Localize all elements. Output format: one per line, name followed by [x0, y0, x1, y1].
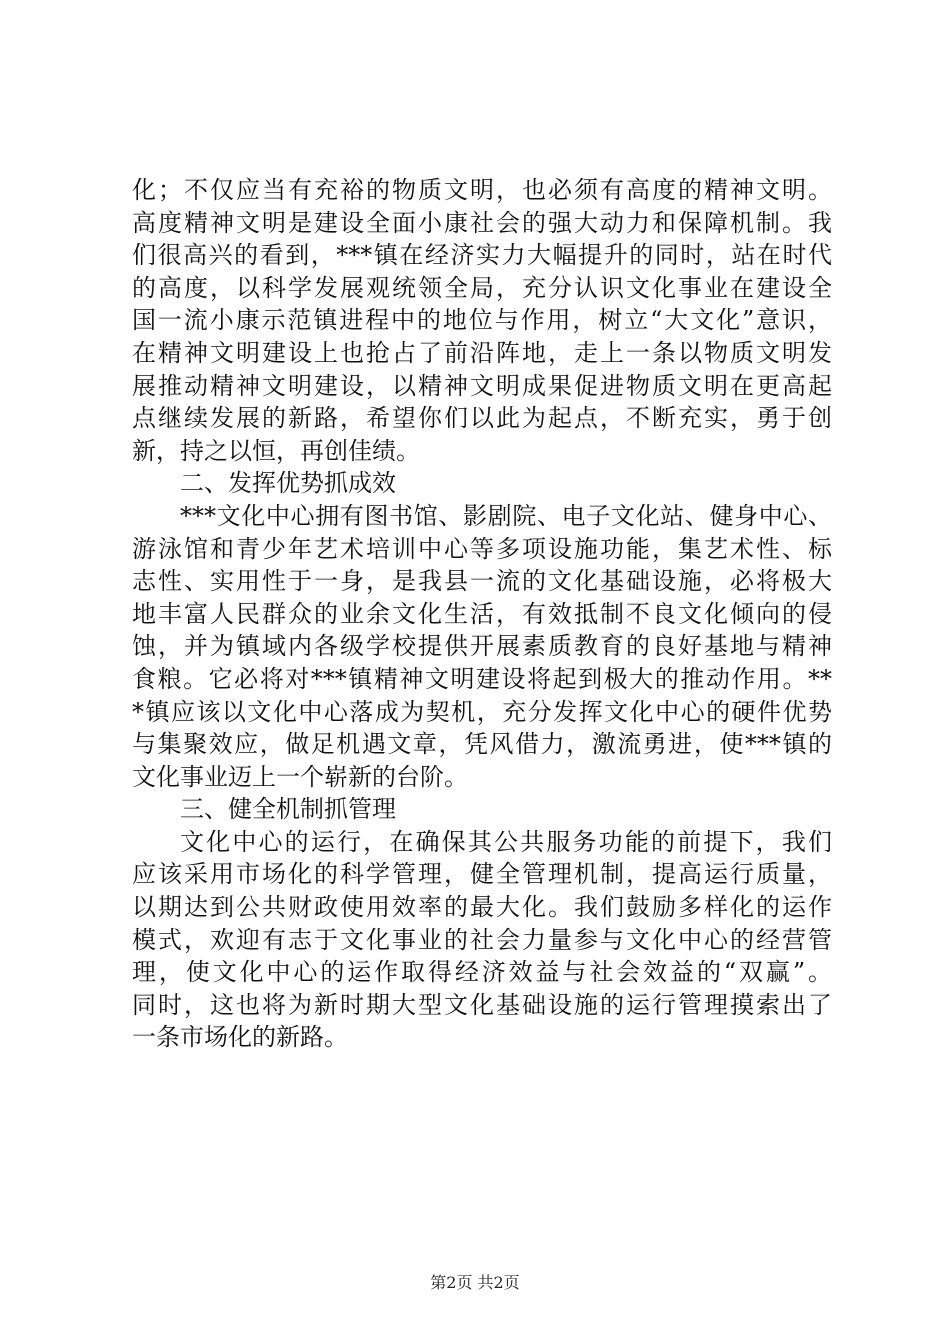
paragraph-first-line: 二、发挥优势抓成效	[180, 469, 396, 498]
text-line: 理，使文化中心的运作取得经济效益与社会效益的“双赢”。	[132, 958, 832, 987]
paragraph-first-line: 三、健全机制抓管理	[180, 795, 396, 824]
text-line: 高度精神文明是建设全面小康社会的强大动力和保障机制。我	[132, 208, 832, 237]
paragraph-first-line: ***文化中心拥有图书馆、影剧院、电子文化站、健身中心、	[180, 501, 832, 530]
text-line: 与集聚效应，做足机遇文章，凭风借力，激流勇进，使***镇的	[132, 730, 832, 759]
text-line: 们很高兴的看到，***镇在经济实力大幅提升的同时，站在时代	[132, 241, 832, 270]
text-line: 点继续发展的新路，希望你们以此为起点，不断充实，勇于创	[132, 404, 832, 433]
text-line: 地丰富人民群众的业余文化生活，有效抵制不良文化倾向的侵	[132, 599, 832, 628]
text-line: 展推动精神文明建设，以精神文明成果促进物质文明在更高起	[132, 371, 832, 400]
text-line: 模式，欢迎有志于文化事业的社会力量参与文化中心的经营管	[132, 925, 832, 954]
text-line: 食粮。它必将对***镇精神文明建设将起到极大的推动作用。**	[132, 664, 832, 693]
text-line: 应该采用市场化的科学管理，健全管理机制，提高运行质量，	[132, 860, 832, 889]
paragraph-first-line: 文化中心的运行，在确保其公共服务功能的前提下，我们	[180, 827, 832, 856]
text-line: 同时，这也将为新时期大型文化基础设施的运行管理摸索出了	[132, 990, 832, 1019]
text-line: 志性、实用性于一身，是我县一流的文化基础设施，必将极大	[132, 567, 832, 596]
text-line: 一条市场化的新路。	[132, 1023, 348, 1052]
text-line: 国一流小康示范镇进程中的地位与作用，树立“大文化”意识，	[132, 306, 832, 335]
text-line: 新，持之以恒，再创佳绩。	[132, 436, 420, 465]
document-body	[132, 174, 832, 1054]
text-line: 在精神文明建设上也抢占了前沿阵地，走上一条以物质文明发	[132, 338, 832, 367]
text-line: 以期达到公共财政使用效率的最大化。我们鼓励多样化的运作	[132, 893, 832, 922]
text-line: *镇应该以文化中心落成为契机，充分发挥文化中心的硬件优势	[132, 697, 832, 726]
text-line: 蚀，并为镇域内各级学校提供开展素质教育的良好基地与精神	[132, 632, 832, 661]
text-line: 化；不仅应当有充裕的物质文明，也必须有高度的精神文明。	[132, 176, 832, 204]
text-line: 游泳馆和青少年艺术培训中心等多项设施功能，集艺术性、标	[132, 534, 832, 563]
page-footer: 第2页 共2页	[430, 1273, 520, 1292]
text-line: 文化事业迈上一个崭新的台阶。	[132, 762, 468, 791]
text-line: 的高度，以科学发展观统领全局，充分认识文化事业在建设全	[132, 273, 832, 302]
